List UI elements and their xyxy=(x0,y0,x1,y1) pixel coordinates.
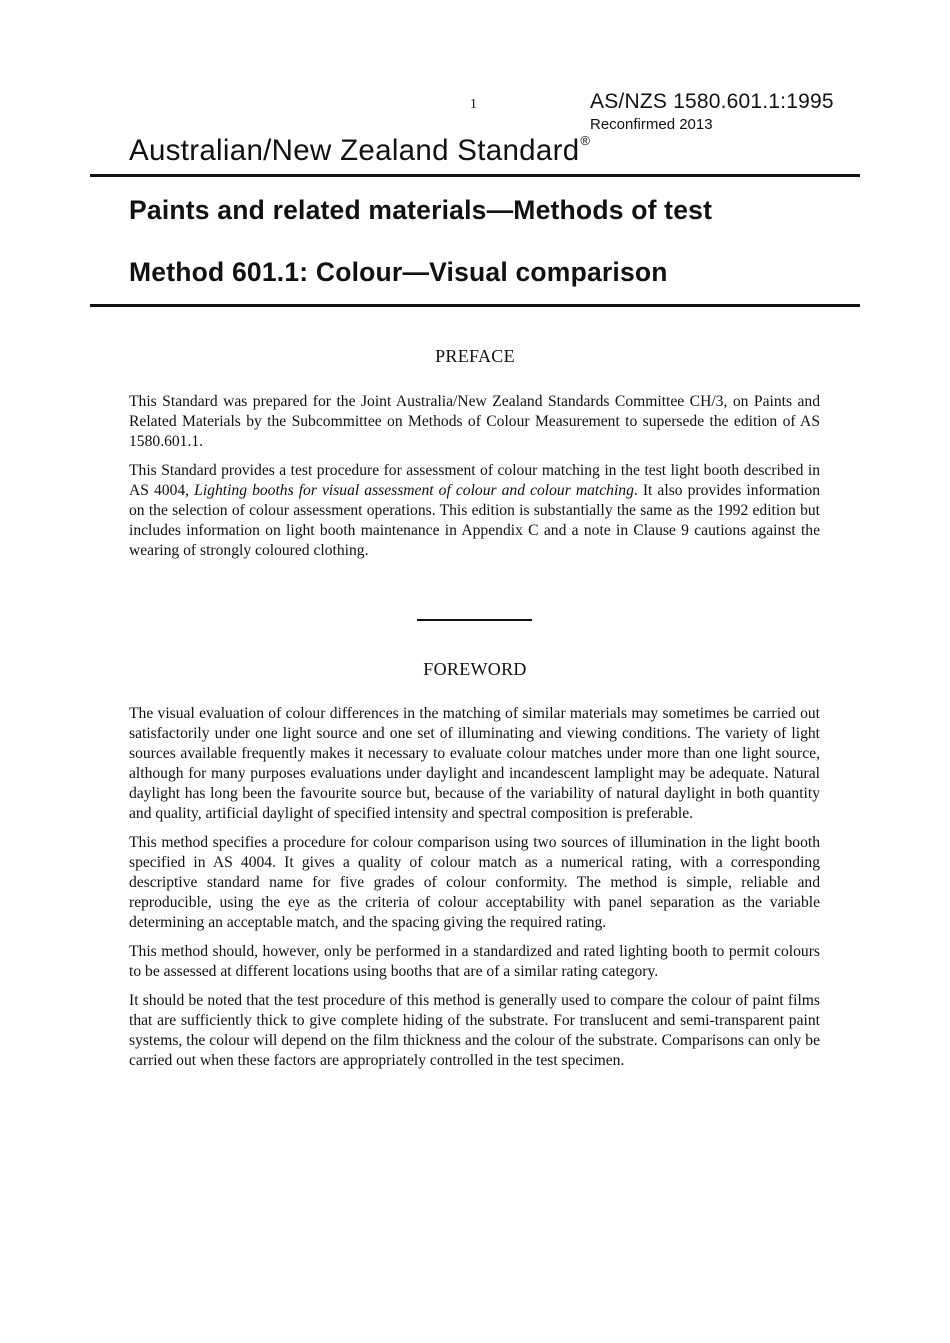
preface-heading: PREFACE xyxy=(435,346,515,366)
organization-name: Australian/New Zealand Standard xyxy=(129,134,580,167)
preface-paragraph-2 xyxy=(129,461,820,561)
section-divider xyxy=(417,619,532,621)
foreword-paragraph-1: The visual evaluation of colour differences in the matching of similar materials may sometimes be carried out satisfactorily under one light source and one set of illuminating and viewing conditions. The variety of light sources available frequently makes it necessary to evaluate colour matches under more than one light source, although for many purposes evaluations under daylight and incandescent lamplight may be adequate. Natural daylight has long been the favourite source but, because of the variability of natural daylight in both quantity and quality, artificial daylight of specified intensity and spectral composition is preferable. xyxy=(129,705,820,822)
foreword-paragraph-2: This method specifies a procedure for colour comparison using two sources of illumination in the light booth specified in AS 4004. It gives a quality of colour match as a numerical rating, with a corresponding descriptive standard name for five grades of colour conformity. The method is simple, reliable and reproducible, using the eye as the criteria of colour acceptability with panel separation as the variable determining an acceptable match, and the spacing giving the required rating. xyxy=(129,834,820,931)
method-title: Method 601.1: Colour—Visual comparison xyxy=(129,257,668,287)
foreword-heading: FOREWORD xyxy=(423,659,527,679)
foreword-paragraph-3: This method should, however, only be performed in a standardized and rated lighting booth to permit colours to be assessed at different locations using booths that are of a similar rating category. xyxy=(129,943,820,980)
preface-p2-text-end: . It also provides information on the selection of colour assessment operations. This edition is substantially the same as the 1992 edition but includes information on light booth maintenance in Appendix C and a note in Clause 9 cautions against the wearing of strongly coloured clothing. xyxy=(129,482,821,559)
top-rule xyxy=(90,174,860,177)
registered-mark: ® xyxy=(580,133,591,149)
referenced-standard-title: Lighting booths for visual assessment of colour and colour matching xyxy=(194,482,634,499)
document-title: Paints and related materials—Methods of test xyxy=(129,195,713,225)
foreword-body xyxy=(129,704,820,1080)
bottom-rule xyxy=(90,304,860,307)
page-number: 1 xyxy=(470,97,477,112)
reconfirmed-date: Reconfirmed 2013 xyxy=(590,116,713,133)
organization-title xyxy=(129,134,590,168)
foreword-paragraph-4: It should be noted that the test procedure of this method is generally used to compare the colour of paint films that are sufficiently thick to give complete hiding of the substrate. For translucent and semi-transparent paint systems, the colour will depend on the film thickness and the colour of the substrate. Comparisons can only be carried out when these factors are appropriately controlled in the test specimen. xyxy=(129,992,820,1069)
preface-body xyxy=(129,392,820,570)
preface-p2-text: This Standard provides a test procedure for assessment of colour matching in the test light booth described in AS 4004, xyxy=(129,462,820,499)
standard-number: AS/NZS 1580.601.1:1995 xyxy=(590,90,834,113)
preface-paragraph-1: This Standard was prepared for the Joint Australia/New Zealand Standards Committee CH/3, on Paints and Related Materials by the Subcommittee on Methods of Colour Measurement to supersede the edition of AS 1580.601.1. xyxy=(129,393,820,450)
